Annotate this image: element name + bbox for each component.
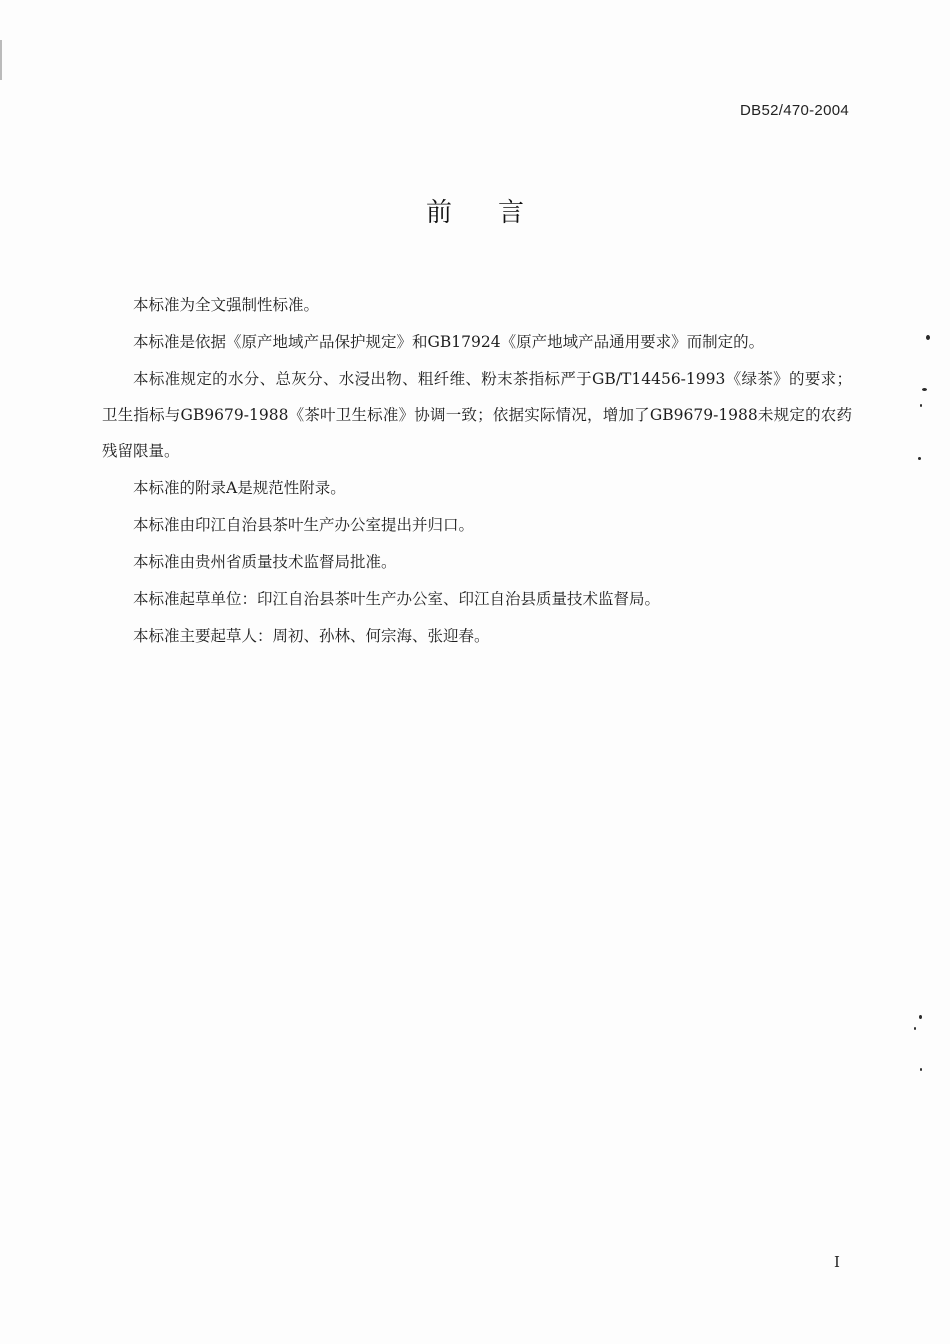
paragraph-drafting-units: 本标准起草单位：印江自治县茶叶生产办公室、印江自治县质量技术监督局。 (133, 590, 661, 608)
scan-speck (918, 457, 921, 460)
paragraph-appendix: 本标准的附录A是规范性附录。 (133, 479, 346, 497)
foreword-body (102, 287, 852, 655)
paragraph-indicators: 本标准规定的水分、总灰分、水浸出物、粗纤维、粉末茶指标严于GB/T14456-1993《绿茶》的要求；卫生指标与GB9679-1988《茶叶卫生标准》协调一致；依据实际情况，增加了GB9679-1988未规定的农药残留限量。 (102, 370, 852, 460)
paragraph-approver: 本标准由贵州省质量技术监督局批准。 (133, 553, 397, 571)
scan-edge-mark (0, 40, 2, 80)
paragraph-mandatory: 本标准为全文强制性标准。 (133, 296, 320, 314)
page-title: 前言 (425, 198, 570, 228)
page-number: I (834, 1253, 840, 1271)
scan-speck (926, 335, 930, 340)
scan-speck (919, 1015, 922, 1019)
scan-speck (920, 404, 922, 407)
paragraph-basis: 本标准是依据《原产地域产品保护规定》和GB17924《原产地域产品通用要求》而制定的。 (133, 333, 765, 351)
paragraph-drafters: 本标准主要起草人：周初、孙林、何宗海、张迎春。 (133, 627, 490, 645)
document-code: DB52/470-2004 (740, 102, 849, 119)
scan-speck (920, 1068, 922, 1071)
scan-speck (914, 1027, 916, 1030)
scan-speck (922, 388, 927, 391)
paragraph-proposer: 本标准由印江自治县茶叶生产办公室提出并归口。 (133, 516, 475, 534)
